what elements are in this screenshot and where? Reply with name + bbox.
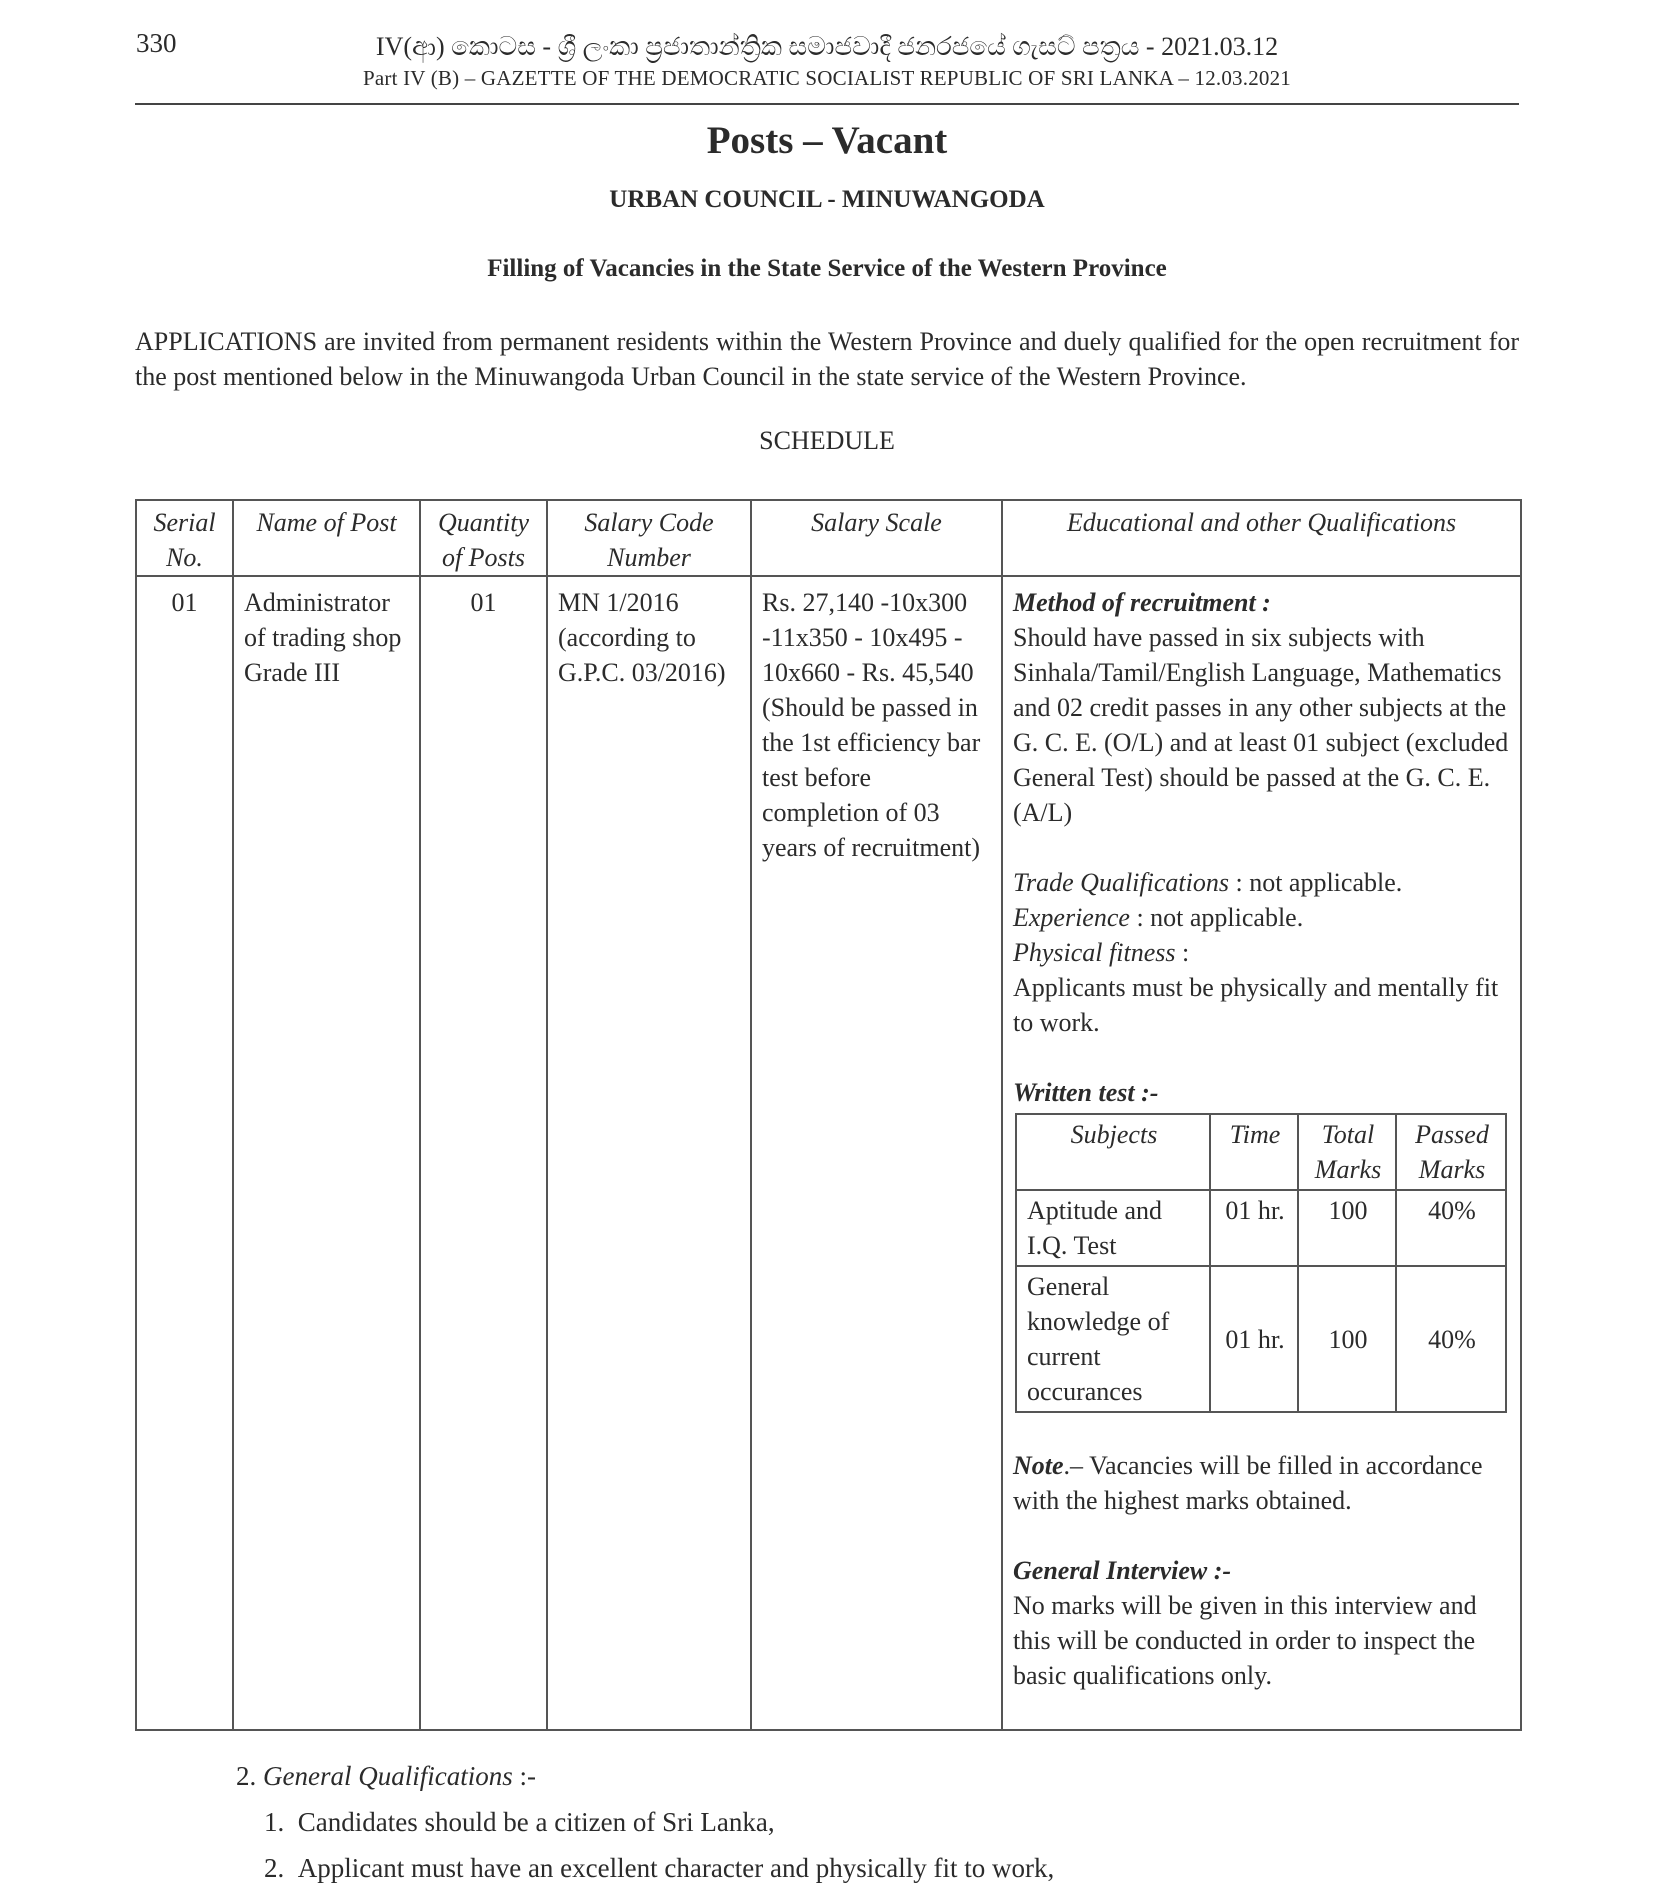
experience-label: Experience: [1013, 903, 1130, 932]
schedule-label: SCHEDULE: [759, 426, 895, 455]
test-subject: Aptitude and I.Q. Test: [1016, 1190, 1210, 1266]
experience-line: [1013, 900, 1510, 935]
table-header-row: [136, 500, 1521, 576]
test-passed: 40%: [1396, 1266, 1506, 1412]
list-item-text: Candidates should be a citizen of Sri Lanka,: [297, 1807, 775, 1837]
header-qualifications: Educational and other Qualifications: [1002, 500, 1521, 576]
section-number: 2.: [236, 1761, 257, 1791]
page-title: Posts – Vacant: [706, 119, 948, 162]
list-item: [264, 1853, 1054, 1884]
note-paragraph: [1013, 1448, 1510, 1518]
trade-value: : not applicable.: [1228, 868, 1403, 897]
list-item: [264, 1807, 775, 1838]
page-number: 330: [136, 28, 177, 58]
cell-salary-code: MN 1/2016 (according to G.P.C. 03/2016): [547, 576, 751, 1730]
cell-serial: 01: [136, 576, 233, 1730]
method-heading: Method of recruitment :: [1013, 588, 1271, 617]
trade-line: [1013, 865, 1510, 900]
note-text: .– Vacancies will be filled in accordance with the highest marks obtained.: [1013, 1451, 1483, 1515]
cell-quantity: 01: [420, 576, 547, 1730]
test-header-total: Total Marks: [1298, 1114, 1396, 1190]
method-text: Should have passed in six subjects with Sinhala/Tamil/English Language, Mathematics and 02 credit passes in any other subjects at the G. C. E. (O/L) and at least 01 subject (excluded General Test) should be passed at the G. C. E. (A/L): [1013, 623, 1509, 827]
fitness-line: [1013, 935, 1510, 970]
test-header-subjects: Subjects: [1016, 1114, 1210, 1190]
list-item-number: 1.: [264, 1807, 285, 1837]
header-salary-scale: Salary Scale: [751, 500, 1002, 576]
table-row: [136, 576, 1521, 1730]
test-total: 100: [1298, 1190, 1396, 1266]
test-header-row: [1016, 1114, 1506, 1190]
header-serial: Serial No.: [136, 500, 233, 576]
section-suffix: :-: [512, 1761, 536, 1791]
council-name: URBAN COUNCIL - MINUWANGODA: [609, 186, 1045, 213]
test-total: 100: [1298, 1266, 1396, 1412]
test-header-time: Time: [1210, 1114, 1298, 1190]
test-row: [1016, 1190, 1506, 1266]
interview-text: No marks will be given in this interview and this will be conducted in order to inspect the basic qualifications only.: [1013, 1591, 1477, 1690]
fitness-label: Physical fitness: [1013, 938, 1176, 967]
gazette-header-sinhala: IV(ආ) කොටස - ශ්‍රී ලංකා ප්‍රජාතාන්ත්‍රික සමාජවාදී ජනරජයේ ගැසට් පත්‍රය - 2021.03.12: [375, 32, 1279, 61]
cell-qualifications: [1002, 576, 1521, 1730]
test-time: 01 hr.: [1210, 1190, 1298, 1266]
header-salary-code: Salary Code Number: [547, 500, 751, 576]
header-quantity: Quantity of Posts: [420, 500, 547, 576]
note-label: Note: [1013, 1451, 1064, 1480]
general-qualifications-heading: [236, 1761, 536, 1792]
schedule-table: [135, 499, 1522, 1731]
interview-heading: General Interview :-: [1013, 1556, 1232, 1585]
fitness-value: :: [1175, 938, 1190, 967]
header-divider: [135, 103, 1519, 105]
fitness-text: Applicants must be physically and mentally fit to work.: [1013, 973, 1499, 1037]
experience-value: : not applicable.: [1129, 903, 1304, 932]
test-time: 01 hr.: [1210, 1266, 1298, 1412]
section-title: General Qualifications: [263, 1761, 513, 1791]
written-test-table: [1015, 1113, 1507, 1413]
test-passed: 40%: [1396, 1190, 1506, 1266]
cell-salary-scale: Rs. 27,140 -10x300 -11x350 - 10x495 - 10x660 - Rs. 45,540 (Should be passed in the 1st efficiency bar test before completion of 03 years of recruitment): [751, 576, 1002, 1730]
test-subject: General knowledge of current occurances: [1016, 1266, 1210, 1412]
list-item-number: 2.: [264, 1853, 285, 1883]
notice-subject: Filling of Vacancies in the State Service of the Western Province: [487, 255, 1167, 282]
test-header-passed: Passed Marks: [1396, 1114, 1506, 1190]
test-row: [1016, 1266, 1506, 1412]
intro-paragraph: APPLICATIONS are invited from permanent residents within the Western Province and duely qualified for the open recruitment for the post mentioned below in the Minuwangoda Urban Council in the state service of the Western Province.: [135, 327, 1519, 391]
header-post: Name of Post: [233, 500, 420, 576]
list-item-text: Applicant must have an excellent character and physically fit to work,: [297, 1853, 1055, 1883]
cell-post: Administrator of trading shop Grade III: [233, 576, 420, 1730]
written-test-heading: Written test :-: [1013, 1078, 1159, 1107]
gazette-header-english: Part IV (B) – GAZETTE OF THE DEMOCRATIC SOCIALIST REPUBLIC OF SRI LANKA – 12.03.2021: [363, 66, 1291, 90]
trade-label: Trade Qualifications: [1013, 868, 1229, 897]
